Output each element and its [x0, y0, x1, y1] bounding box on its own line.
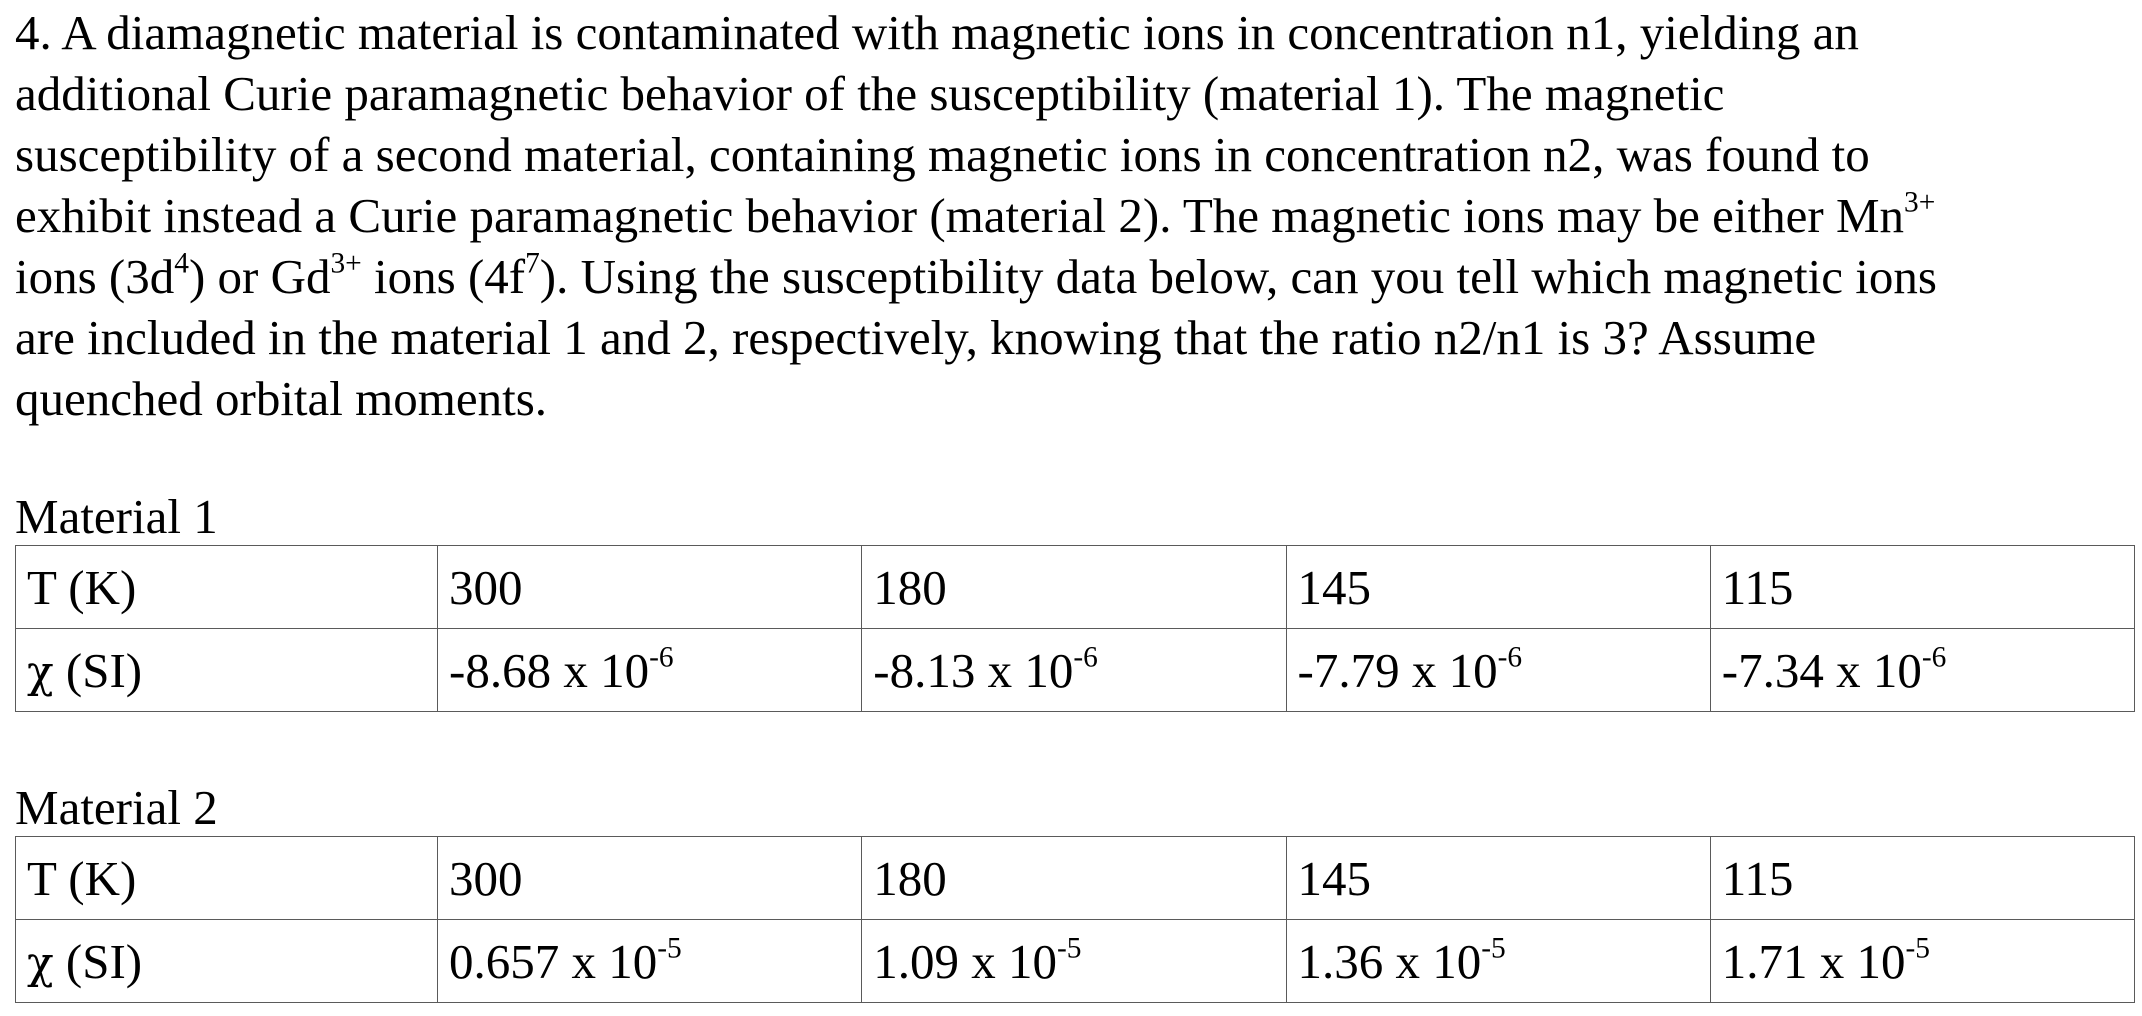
problem-line-5-4f: ions (4f	[361, 249, 526, 304]
gd-charge-superscript: 3+	[330, 247, 362, 280]
chi-exponent: -6	[1073, 640, 1098, 673]
chi-mantissa: -8.13 x 10	[873, 642, 1074, 698]
problem-line-5-gd: ) or Gd	[188, 249, 331, 304]
document-page	[15, 0, 2140, 989]
temperature-cell: 115	[1710, 837, 2134, 920]
mn-charge-superscript: 3+	[1904, 186, 1936, 219]
chi-symbol: χ	[27, 646, 54, 698]
problem-line-5-end: ). Using the susceptibility data below, can you tell which magnetic ions	[539, 249, 1937, 304]
problem-line-1: 4. A diamagnetic material is contaminated with magnetic ions in concentration n1, yielding an	[15, 5, 1859, 60]
material-2-table	[15, 836, 2135, 1003]
table-row	[16, 920, 2135, 1003]
table-row	[16, 837, 2135, 920]
chi-mantissa: -8.68 x 10	[449, 642, 650, 698]
temperature-header-cell: T (K)	[16, 837, 438, 920]
susceptibility-cell	[1286, 629, 1710, 712]
susceptibility-cell	[1710, 629, 2134, 712]
table-row	[16, 546, 2135, 629]
susceptibility-cell	[438, 629, 862, 712]
temperature-cell: 115	[1710, 546, 2134, 629]
problem-statement	[15, 0, 2140, 429]
material-1-table	[15, 545, 2135, 712]
chi-exponent: -5	[657, 931, 682, 964]
chi-mantissa: 1.09 x 10	[873, 933, 1057, 989]
problem-line-6: are included in the material 1 and 2, respectively, knowing that the ratio n2/n1 is 3? Assume	[15, 310, 1817, 365]
f-electron-superscript: 7	[525, 247, 540, 280]
problem-line-3: susceptibility of a second material, containing magnetic ions in concentration n2, was found to	[15, 127, 1870, 182]
temperature-cell: 180	[862, 546, 1286, 629]
chi-exponent: -5	[1905, 931, 1930, 964]
problem-line-7: quenched orbital moments.	[15, 371, 548, 426]
problem-line-4	[15, 185, 2140, 246]
material-2-label: Material 2	[15, 780, 218, 835]
temperature-cell: 145	[1286, 546, 1710, 629]
susceptibility-header-cell	[16, 629, 438, 712]
susceptibility-cell	[1710, 920, 2134, 1003]
chi-mantissa: 1.71 x 10	[1721, 933, 1906, 989]
chi-exponent: -5	[1057, 931, 1082, 964]
susceptibility-cell	[862, 920, 1286, 1003]
susceptibility-cell	[1286, 920, 1710, 1003]
material-1-label: Material 1	[15, 489, 218, 544]
si-unit-label: (SI)	[53, 642, 143, 698]
temperature-cell: 180	[862, 837, 1286, 920]
temperature-cell: 300	[438, 546, 862, 629]
si-unit-label: (SI)	[53, 933, 143, 989]
chi-exponent: -6	[649, 640, 674, 673]
d-electron-superscript: 4	[174, 247, 189, 280]
problem-line-2: additional Curie paramagnetic behavior of the susceptibility (material 1). The magnetic	[15, 66, 1725, 121]
temperature-cell: 145	[1286, 837, 1710, 920]
chi-exponent: -6	[1497, 640, 1523, 673]
temperature-cell: 300	[438, 837, 862, 920]
susceptibility-header-cell	[16, 920, 438, 1003]
problem-line-5	[15, 246, 2140, 307]
chi-exponent: -5	[1481, 931, 1506, 964]
chi-mantissa: -7.79 x 10	[1297, 642, 1498, 698]
chi-mantissa: 0.657 x 10	[449, 933, 658, 989]
problem-line-4-text: exhibit instead a Curie paramagnetic behavior (material 2). The magnetic ions may be either Mn	[15, 188, 1905, 243]
susceptibility-cell	[862, 629, 1286, 712]
problem-line-5-start: ions (3d	[15, 249, 175, 304]
chi-exponent: -6	[1921, 640, 1947, 673]
chi-symbol: χ	[27, 937, 54, 989]
chi-mantissa: -7.34 x 10	[1721, 642, 1922, 698]
temperature-header-cell: T (K)	[16, 546, 438, 629]
table-row	[16, 629, 2135, 712]
chi-mantissa: 1.36 x 10	[1297, 933, 1482, 989]
susceptibility-cell	[438, 920, 862, 1003]
